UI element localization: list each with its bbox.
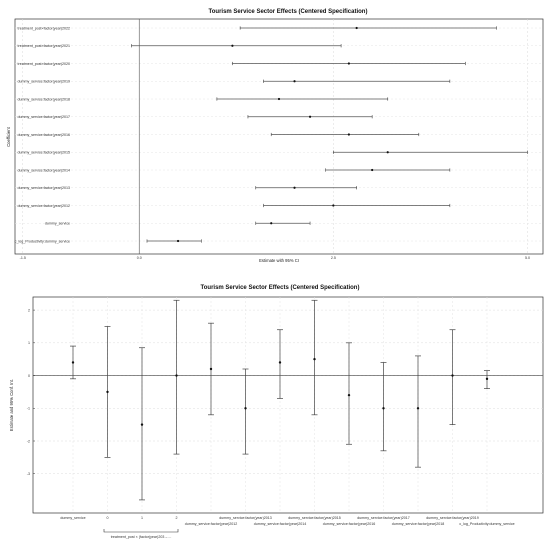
errorbar-category-label: dummy_service:factor(year)2012	[184, 522, 238, 526]
errorbar-y-axis-label: Estimate and 95% Conf. Int.	[9, 378, 14, 432]
forest-point-estimate	[387, 151, 389, 153]
forest-point-estimate	[293, 80, 295, 82]
forest-point-estimate	[309, 116, 311, 118]
forest-term-label: dummy_service:factor(year)2015	[17, 150, 70, 155]
errorbar-point-estimate	[313, 358, 315, 360]
forest-term-label: c_log_Productivity:dummy_service	[14, 239, 70, 244]
errorbar-point-estimate	[486, 378, 488, 380]
forest-x-tick-label: 0.0	[136, 256, 142, 260]
errorbar-y-tick-label: 0	[28, 373, 30, 378]
forest-point-estimate	[231, 45, 233, 47]
errorbar-point-estimate	[72, 361, 74, 363]
errorbar-category-label: 0	[106, 516, 109, 520]
forest-term-label: dummy_service:factor(year)2014	[17, 168, 70, 173]
errorbar-point-estimate	[348, 394, 350, 396]
forest-term-label: treatment_post×factor(year)2020	[17, 61, 70, 66]
errorbar-category-label: 1	[141, 516, 143, 520]
forest-term-label: dummy_service:factor(year)2019	[17, 79, 70, 84]
treatment-group-label: treatment_post × (factor(year)203 – ...	[110, 535, 172, 539]
errorbar-point-estimate	[106, 391, 108, 393]
errorbar-category-label: dummy_service:factor(year)2019	[426, 516, 479, 520]
errorbar-y-tick-label: -1	[26, 406, 30, 411]
errorbar-category-label: dummy_service:factor(year)2016	[322, 522, 376, 526]
errorbar-y-tick-label: -3	[26, 472, 30, 477]
forest-x-axis-label: Estimate with 95% CI	[259, 258, 299, 263]
forest-point-estimate	[332, 204, 334, 206]
forest-term-label: dummy_service:factor(year)2012	[17, 203, 70, 208]
errorbar-category-labels	[60, 516, 514, 526]
forest-x-tick-label: -1.5	[19, 256, 26, 260]
errorbar-category-label: dummy_service:factor(year)2017	[357, 516, 410, 520]
forest-point-estimate	[371, 169, 373, 171]
errorbar-point-estimate	[279, 361, 281, 363]
errorbar-category-label: dummy_service:factor(year)2015	[288, 516, 341, 520]
forest-point-estimate	[177, 240, 179, 242]
forest-x-tick-label: 2.5	[330, 256, 336, 260]
errorbar-plot-frame	[33, 297, 543, 513]
forest-x-tick-label: 5.0	[524, 256, 530, 260]
forest-plot-frame	[15, 19, 543, 254]
errorbar-plot	[9, 285, 543, 539]
errorbar-point-estimate	[417, 407, 419, 409]
errorbar-point-estimate	[141, 423, 143, 425]
treatment-group-bracket	[104, 529, 178, 532]
forest-point-estimate	[293, 187, 295, 189]
errorbar-point-estimate	[175, 374, 177, 376]
forest-point-estimate	[356, 27, 358, 29]
forest-plot	[6, 9, 543, 263]
errorbar-category-label: c_log_Productivity:dummy_service	[459, 522, 515, 526]
forest-point-estimate	[348, 133, 350, 135]
forest-term-label: dummy_service:factor(year)2017	[17, 115, 70, 120]
errorbar-category-label: dummy_service	[60, 516, 86, 520]
forest-point-estimate	[348, 62, 350, 64]
errorbar-point-estimate	[244, 407, 246, 409]
errorbar-category-label: dummy_service:factor(year)2014	[253, 522, 307, 526]
errorbar-point-estimate	[451, 374, 453, 376]
errorbar-category-label: dummy_service:factor(year)2013	[219, 516, 272, 520]
forest-term-label: dummy_service:factor(year)2013	[17, 186, 70, 191]
errorbar-category-label: 2	[175, 516, 178, 520]
forest-title: Tourism Service Sector Effects (Centered Specification)	[208, 9, 368, 15]
forest-point-estimate	[270, 222, 272, 224]
errorbar-y-tick-label: -2	[26, 439, 30, 444]
forest-term-label: treatment_post×factor(year)2022	[17, 26, 70, 31]
errorbar-category-label: dummy_service:factor(year)2018	[391, 522, 445, 526]
forest-point-estimate	[278, 98, 280, 100]
forest-term-label: dummy_service:factor(year)2018	[17, 97, 70, 102]
errorbar-y-tick-label: 1	[28, 341, 30, 346]
errorbar-point-estimate	[382, 407, 384, 409]
errorbar-y-tick-label: 2	[28, 308, 30, 313]
forest-term-label: dummy_service	[44, 221, 70, 226]
forest-term-label: dummy_service:factor(year)2016	[17, 132, 70, 137]
forest-y-axis-label: Coefficient	[6, 127, 11, 147]
forest-term-label: treatment_post×factor(year)2021	[17, 44, 70, 49]
errorbar-title: Tourism Service Sector Effects (Centered Specification)	[200, 285, 360, 291]
errorbar-point-estimate	[210, 368, 212, 370]
